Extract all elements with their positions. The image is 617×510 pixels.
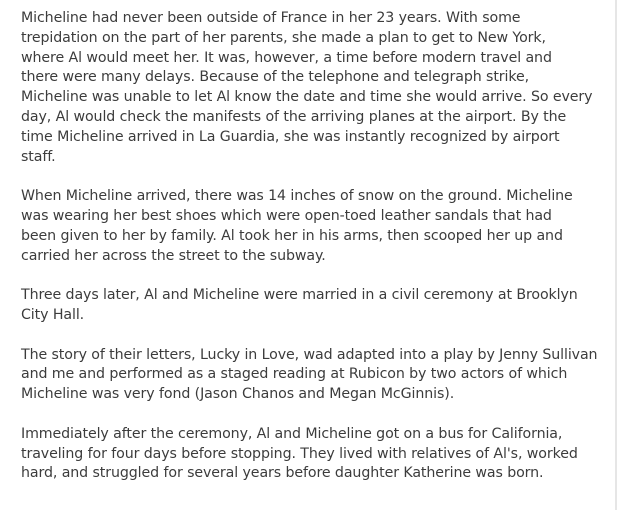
text-line: Three days later, Al and Micheline were married in a civil ceremony at Brooklyn xyxy=(21,287,578,304)
document-body xyxy=(21,9,611,504)
text-line: hard, and struggled for several years before daughter Katherine was born. xyxy=(21,465,544,482)
paragraph-snow-arrival xyxy=(21,187,611,266)
text-line: When Micheline arrived, there was 14 inches of snow on the ground. Micheline xyxy=(21,188,573,205)
text-line: Micheline was unable to let Al know the date and time she would arrive. So every xyxy=(21,89,593,106)
text-line: time Micheline arrived in La Guardia, she was instantly recognized by airport xyxy=(21,128,560,145)
paragraph-marriage xyxy=(21,286,611,326)
text-line: Micheline was very fond (Jason Chanos and Megan McGinnis). xyxy=(21,386,455,403)
text-line: there were many delays. Because of the telephone and telegraph strike, xyxy=(21,69,530,86)
text-line: where Al would meet her. It was, however, a time before modern travel and xyxy=(21,49,552,66)
text-line: and me and performed as a staged reading at Rubicon by two actors of which xyxy=(21,366,568,383)
paragraph-arrival-plan xyxy=(21,9,611,167)
text-line: Micheline had never been outside of France in her 23 years. With some xyxy=(21,10,521,26)
paragraph-play-adaptation xyxy=(21,346,611,405)
text-line: day, Al would check the manifests of the arriving planes at the airport. By the xyxy=(21,108,567,125)
text-line: was wearing her best shoes which were open-toed leather sandals that had xyxy=(21,207,552,224)
text-line: trepidation on the part of her parents, she made a plan to get to New York, xyxy=(21,29,546,46)
paragraph-california xyxy=(21,425,611,484)
text-line: staff. xyxy=(21,148,56,165)
text-line: City Hall. xyxy=(21,306,85,323)
text-line: been given to her by family. Al took her in his arms, then scooped her up and xyxy=(21,227,563,244)
text-line: The story of their letters, Lucky in Love, wad adapted into a play by Jenny Sullivan xyxy=(21,346,598,363)
text-line: Immediately after the ceremony, Al and Micheline got on a bus for California, xyxy=(21,425,563,442)
text-line: traveling for four days before stopping. They lived with relatives of Al's, worked xyxy=(21,445,578,462)
text-line: carried her across the street to the subway. xyxy=(21,247,326,264)
